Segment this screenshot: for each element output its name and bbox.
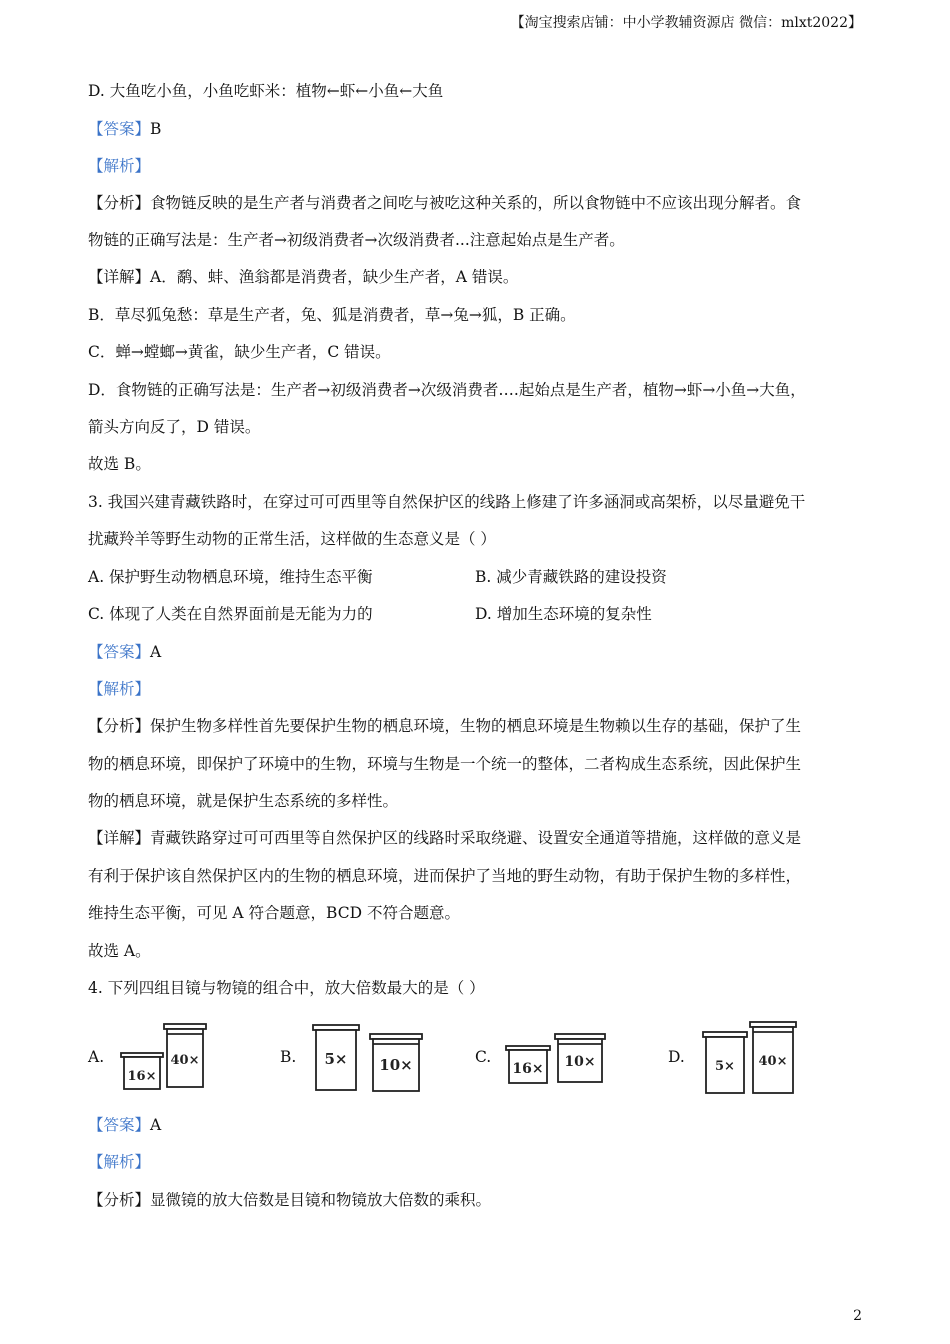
question-3: 扰藏羚羊等野生动物的正常生活，这样做的生态意义是（ ） <box>88 530 496 548</box>
analysis-tag: 【解析】 <box>88 1153 151 1171</box>
answer-tag: 【答案】 <box>88 643 151 661</box>
figure-b <box>310 1020 435 1095</box>
analysis-tag: 【解析】 <box>88 680 151 698</box>
q3-option-d: D. 增加生态环境的复杂性 <box>475 605 652 623</box>
page-number: 2 <box>853 1308 862 1324</box>
objective-d-text: 40× <box>758 1054 788 1069</box>
figure-a <box>118 1020 218 1092</box>
answer-line <box>88 641 161 663</box>
answer-value: A <box>150 1116 162 1134</box>
figure-c-label: C. <box>475 1048 492 1066</box>
question-3: 3. 我国兴建青藏铁路时，在穿过可可西里等自然保护区的线路上修建了许多涵洞或高架桥，以尽量避免干 <box>88 493 806 511</box>
detail-text: 箭头方向反了，D 错误。 <box>88 418 261 436</box>
eyepiece-c-text: 16× <box>512 1061 544 1077</box>
answer-value: B <box>150 120 162 138</box>
detail-text: D．食物链的正确写法是：生产者→初级消费者→次级消费者….起始点是生产者，植物→虾→小鱼→大鱼， <box>88 381 806 399</box>
analysis-text: 物链的正确写法是：生产者→初级消费者→次级消费者...注意起始点是生产者。 <box>88 231 625 249</box>
analysis-text: 物的栖息环境，就是保护生态系统的多样性。 <box>88 792 399 810</box>
detail-text: 【详解】青藏铁路穿过可可西里等自然保护区的线路时采取绕避、设置安全通道等措施，这样做的意义是 <box>88 829 802 847</box>
analysis-tag: 【解析】 <box>88 157 151 175</box>
eyepiece-a-text: 16× <box>127 1069 157 1084</box>
analysis-text: 【分析】食物链反映的是生产者与消费者之间吃与被吃这种关系的，所以食物链中不应该出现分解者。食 <box>88 194 802 212</box>
question-4: 4. 下列四组目镜与物镜的组合中，放大倍数最大的是（ ） <box>88 979 485 997</box>
page-header: 【淘宝搜索店铺：中小学教辅资源店 微信：mlxt2022】 <box>510 15 862 31</box>
conclusion: 故选 A。 <box>88 942 151 960</box>
figure-b-label: B. <box>280 1048 297 1066</box>
q3-option-a: A. 保护野生动物栖息环境，维持生态平衡 <box>88 568 373 586</box>
detail-text: 【详解】A．鹬、蚌、渔翁都是消费者，缺少生产者，A 错误。 <box>88 268 519 286</box>
q3-option-b: B. 减少青藏铁路的建设投资 <box>475 568 667 586</box>
eyepiece-d-text: 5× <box>715 1059 735 1074</box>
figure-c <box>503 1028 613 1088</box>
answer-tag: 【答案】 <box>88 120 151 138</box>
objective-b-text: 10× <box>379 1056 413 1074</box>
detail-text: 有利于保护该自然保护区内的生物的栖息环境，进而保护了当地的野生动物，有助于保护生物的多样性， <box>88 867 802 885</box>
conclusion: 故选 B。 <box>88 455 151 473</box>
answer-line <box>88 118 161 140</box>
analysis-text: 物的栖息环境，即保护了环境中的生物，环境与生物是一个统一的整体，二者构成生态系统，因此保护生 <box>88 755 802 773</box>
detail-text: 维持生态平衡，可见 A 符合题意，BCD 不符合题意。 <box>88 904 460 922</box>
answer-tag: 【答案】 <box>88 1116 151 1134</box>
option-d-prev: D. 大鱼吃小鱼，小鱼吃虾米：植物←虾←小鱼←大鱼 <box>88 82 444 100</box>
detail-text: C．蝉→螳螂→黄雀，缺少生产者，C 错误。 <box>88 343 391 361</box>
q3-option-c: C. 体现了人类在自然界面前是无能为力的 <box>88 605 373 623</box>
figure-d-label: D. <box>668 1048 685 1066</box>
answer-line <box>88 1114 161 1136</box>
objective-a-text: 40× <box>170 1053 200 1068</box>
answer-value: A <box>150 643 162 661</box>
figure-a-label: A. <box>88 1048 105 1066</box>
analysis-text: 【分析】显微镜的放大倍数是目镜和物镜放大倍数的乘积。 <box>88 1191 492 1209</box>
eyepiece-b-text: 5× <box>324 1050 348 1068</box>
figure-d <box>700 1018 805 1098</box>
detail-text: B．草尽狐兔愁：草是生产者，兔、狐是消费者，草→兔→狐，B 正确。 <box>88 306 576 324</box>
objective-c-text: 10× <box>564 1054 596 1070</box>
analysis-text: 【分析】保护生物多样性首先要保护生物的栖息环境，生物的栖息环境是生物赖以生存的基础，保护了生 <box>88 717 802 735</box>
